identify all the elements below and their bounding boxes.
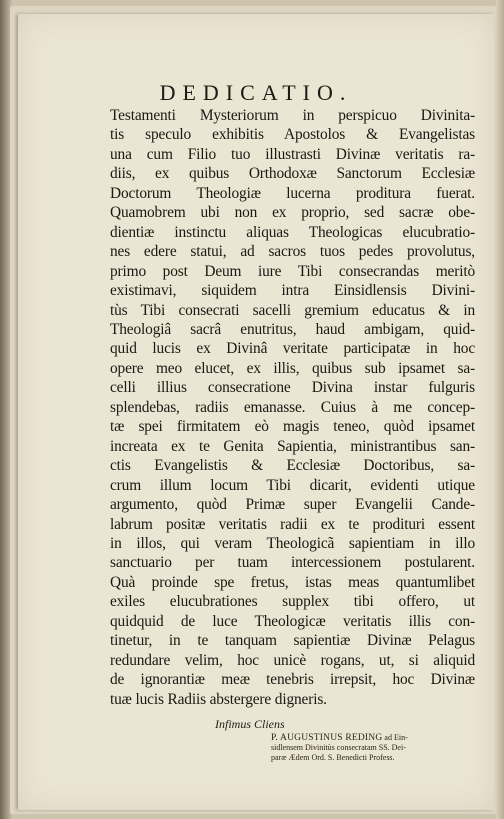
dedication-body <box>110 106 475 709</box>
text-line: Quamobrem ubi non ex proprio, sed sacræ obe- <box>110 204 475 222</box>
text-line: Doctorum Theologiæ lucerna proditura fuerat. <box>110 184 475 202</box>
text-line: dientiæ instinctu aliquas Theologicas elucubratio- <box>110 223 475 241</box>
text-line: tæ spei firmitatem eò magis teneo, quòd ipsamet <box>110 418 475 436</box>
text-line: sanctuario per tuam intercessionem postularent. <box>110 554 475 572</box>
attribution-line-1: ad Ein- <box>382 733 408 742</box>
text-line: nes edere statui, ad sacros tuos pedes provolutus, <box>110 243 475 261</box>
text-line: una cum Filio tuo illustrasti Divinæ veritatis ra- <box>110 145 475 163</box>
text-line: quidquid de luce Theologicæ veritatis illis con- <box>110 612 475 630</box>
text-line: tinetur, in te tanquam sapientiæ Divinæ Pelagus <box>110 632 475 650</box>
text-line: existimavi, siquidem intra Einsidlensis Divini- <box>110 282 475 300</box>
text-line: tuæ lucis Radiis abstergere digneris. <box>110 690 327 708</box>
text-line: opere meo elucet, ex illis, quibus sub ipsamet sa- <box>110 359 475 377</box>
dedication-heading: DEDICATIO. <box>159 80 353 105</box>
text-line: primo post Deum iure Tibi consecrandas meritò <box>110 262 475 280</box>
text-line: Testamenti Mysteriorum in perspicuo Divinita- <box>110 107 475 124</box>
text-line: crum illum locum Tibi dicarit, evidenti utique <box>110 476 475 494</box>
text-line: Quà proinde spe fretus, istas meas quantumlibet <box>110 573 475 591</box>
text-line: de ignorantiæ meæ tenebris irrepsit, hoc Divinæ <box>110 671 475 689</box>
book-page <box>18 14 494 810</box>
text-line: ctis Evangelistis & Ecclesiæ Doctoribus, sa- <box>110 457 475 475</box>
author-name: P. AUGUSTINUS REDING <box>271 733 383 743</box>
attribution-line-3: paræ Ædem Ord. S. Benedicti Profess. <box>271 753 395 762</box>
text-line: tùs Tibi consecrati sacelli gremium educatus & in <box>110 301 475 319</box>
attribution-line-2: sidlensem Divinitùs consecratam SS. Dei- <box>271 743 406 752</box>
page-fore-edge <box>496 0 504 819</box>
text-line: quid lucis ex Divinâ veritate participatæ in hoc <box>110 340 475 358</box>
text-line: diis, ex quibus Orthodoxæ Sanctorum Ecclesiæ <box>110 165 475 183</box>
text-line: tis speculo exhibitis Apostolos & Evangelistas <box>110 126 475 144</box>
text-line: labrum positæ veritatis radii ex te prodituri essent <box>110 515 475 533</box>
text-line: in illos, qui veram Theologicã sapientiam in illo <box>110 534 475 552</box>
text-line: increata ex te Genita Sapientia, ministrantibus san- <box>110 437 475 455</box>
text-line: Theologiâ sacrâ enutritus, haud ambigam, quid- <box>110 320 475 338</box>
text-line: exiles elucubrationes supplex tibi offero, ut <box>110 593 475 611</box>
text-line: redundare velim, hoc unicè rogans, ut, si aliquid <box>110 651 475 669</box>
text-line: splendebas, radiis emanasse. Cuius à me concep- <box>110 398 475 416</box>
signature-line: Infimus Cliens <box>215 717 285 731</box>
text-line: celli illius consecratione Divina instar fulguris <box>110 379 475 397</box>
text-line: argumento, quòd Primæ super Evangelii Cande- <box>110 496 475 514</box>
author-attribution <box>271 733 476 763</box>
